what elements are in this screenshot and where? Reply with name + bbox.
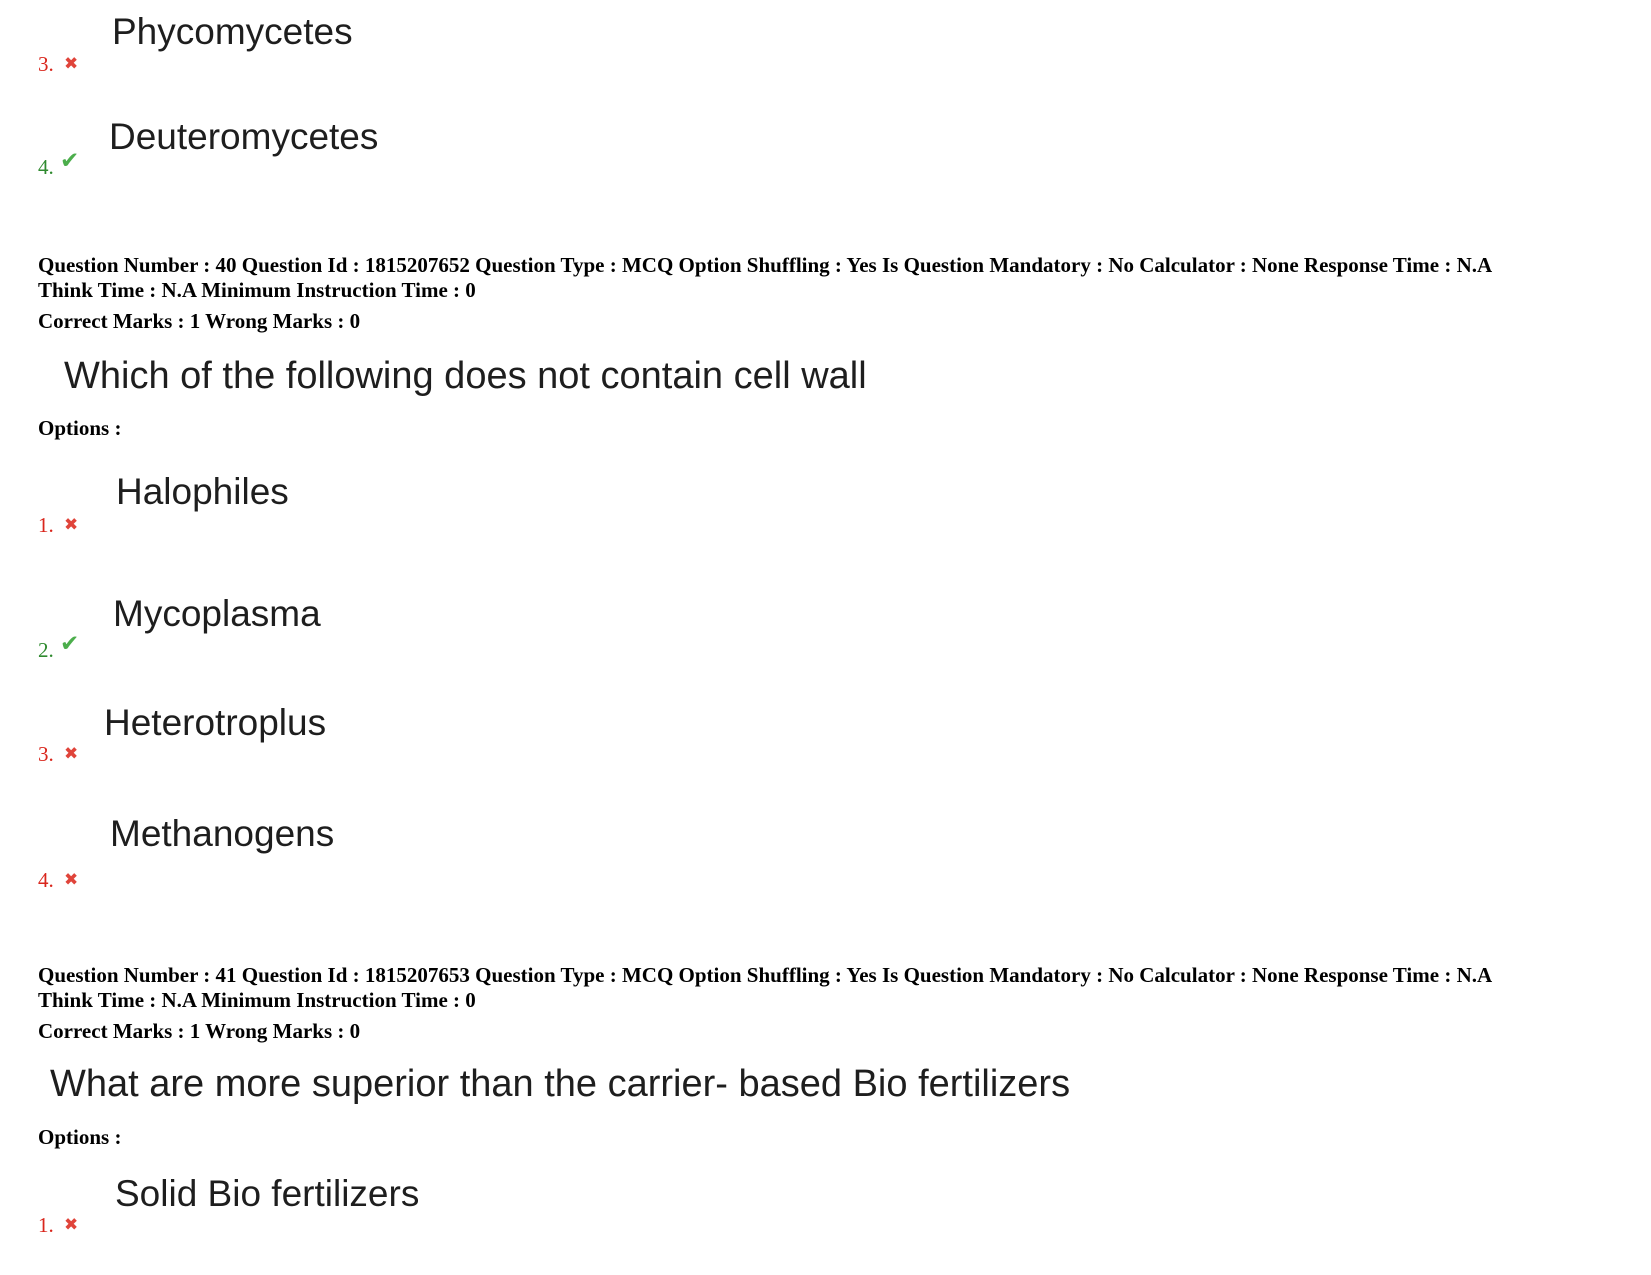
- cross-icon: ✖: [64, 870, 79, 890]
- option-number-row: [38, 513, 79, 537]
- check-icon: ✔: [60, 148, 80, 174]
- cross-icon: ✖: [64, 515, 79, 535]
- option-number: 2.: [38, 638, 54, 662]
- option-text: Methanogens: [110, 813, 335, 854]
- option-number-row: [38, 868, 79, 892]
- question-text: Which of the following does not contain cell wall: [64, 355, 867, 397]
- option-text: Halophiles: [116, 471, 289, 512]
- option-number: 3.: [38, 52, 54, 76]
- option-number-row: [38, 742, 79, 766]
- question-text: What are more superior than the carrier- based Bio fertilizers: [50, 1063, 1071, 1105]
- option-text: Heterotroplus: [104, 702, 327, 743]
- option-number: 1.: [38, 1213, 54, 1237]
- option-text: Phycomycetes: [112, 11, 353, 52]
- marks-line: Correct Marks : 1 Wrong Marks : 0: [38, 309, 361, 333]
- option-text: Solid Bio fertilizers: [115, 1173, 420, 1214]
- option-number: 3.: [38, 742, 54, 766]
- marks-line: Correct Marks : 1 Wrong Marks : 0: [38, 1019, 361, 1043]
- question-meta: Question Number : 40 Question Id : 1815207652 Question Type : MCQ Option Shuffling : Yes Is Question Mandatory : No Calculator : None Response Time : N.A: [38, 253, 1493, 277]
- option-number: 4.: [38, 868, 54, 892]
- option-text: Mycoplasma: [113, 593, 321, 634]
- cross-icon: ✖: [64, 744, 79, 764]
- question-meta: Think Time : N.A Minimum Instruction Time : 0: [38, 278, 476, 302]
- option-number: 4.: [38, 155, 54, 179]
- option-number: 1.: [38, 513, 54, 537]
- cross-icon: ✖: [64, 1215, 79, 1235]
- check-icon: ✔: [60, 631, 80, 657]
- option-text: Deuteromycetes: [109, 116, 379, 157]
- cross-icon: ✖: [64, 54, 79, 74]
- question-meta: Question Number : 41 Question Id : 1815207653 Question Type : MCQ Option Shuffling : Yes Is Question Mandatory : No Calculator : None Response Time : N.A: [38, 963, 1493, 987]
- option-number-row: [38, 148, 80, 179]
- option-number-row: [38, 631, 80, 662]
- option-number-row: [38, 52, 79, 76]
- options-label: Options :: [38, 1125, 122, 1149]
- options-label: Options :: [38, 416, 122, 440]
- question-meta: Think Time : N.A Minimum Instruction Time : 0: [38, 988, 476, 1012]
- option-number-row: [38, 1213, 79, 1237]
